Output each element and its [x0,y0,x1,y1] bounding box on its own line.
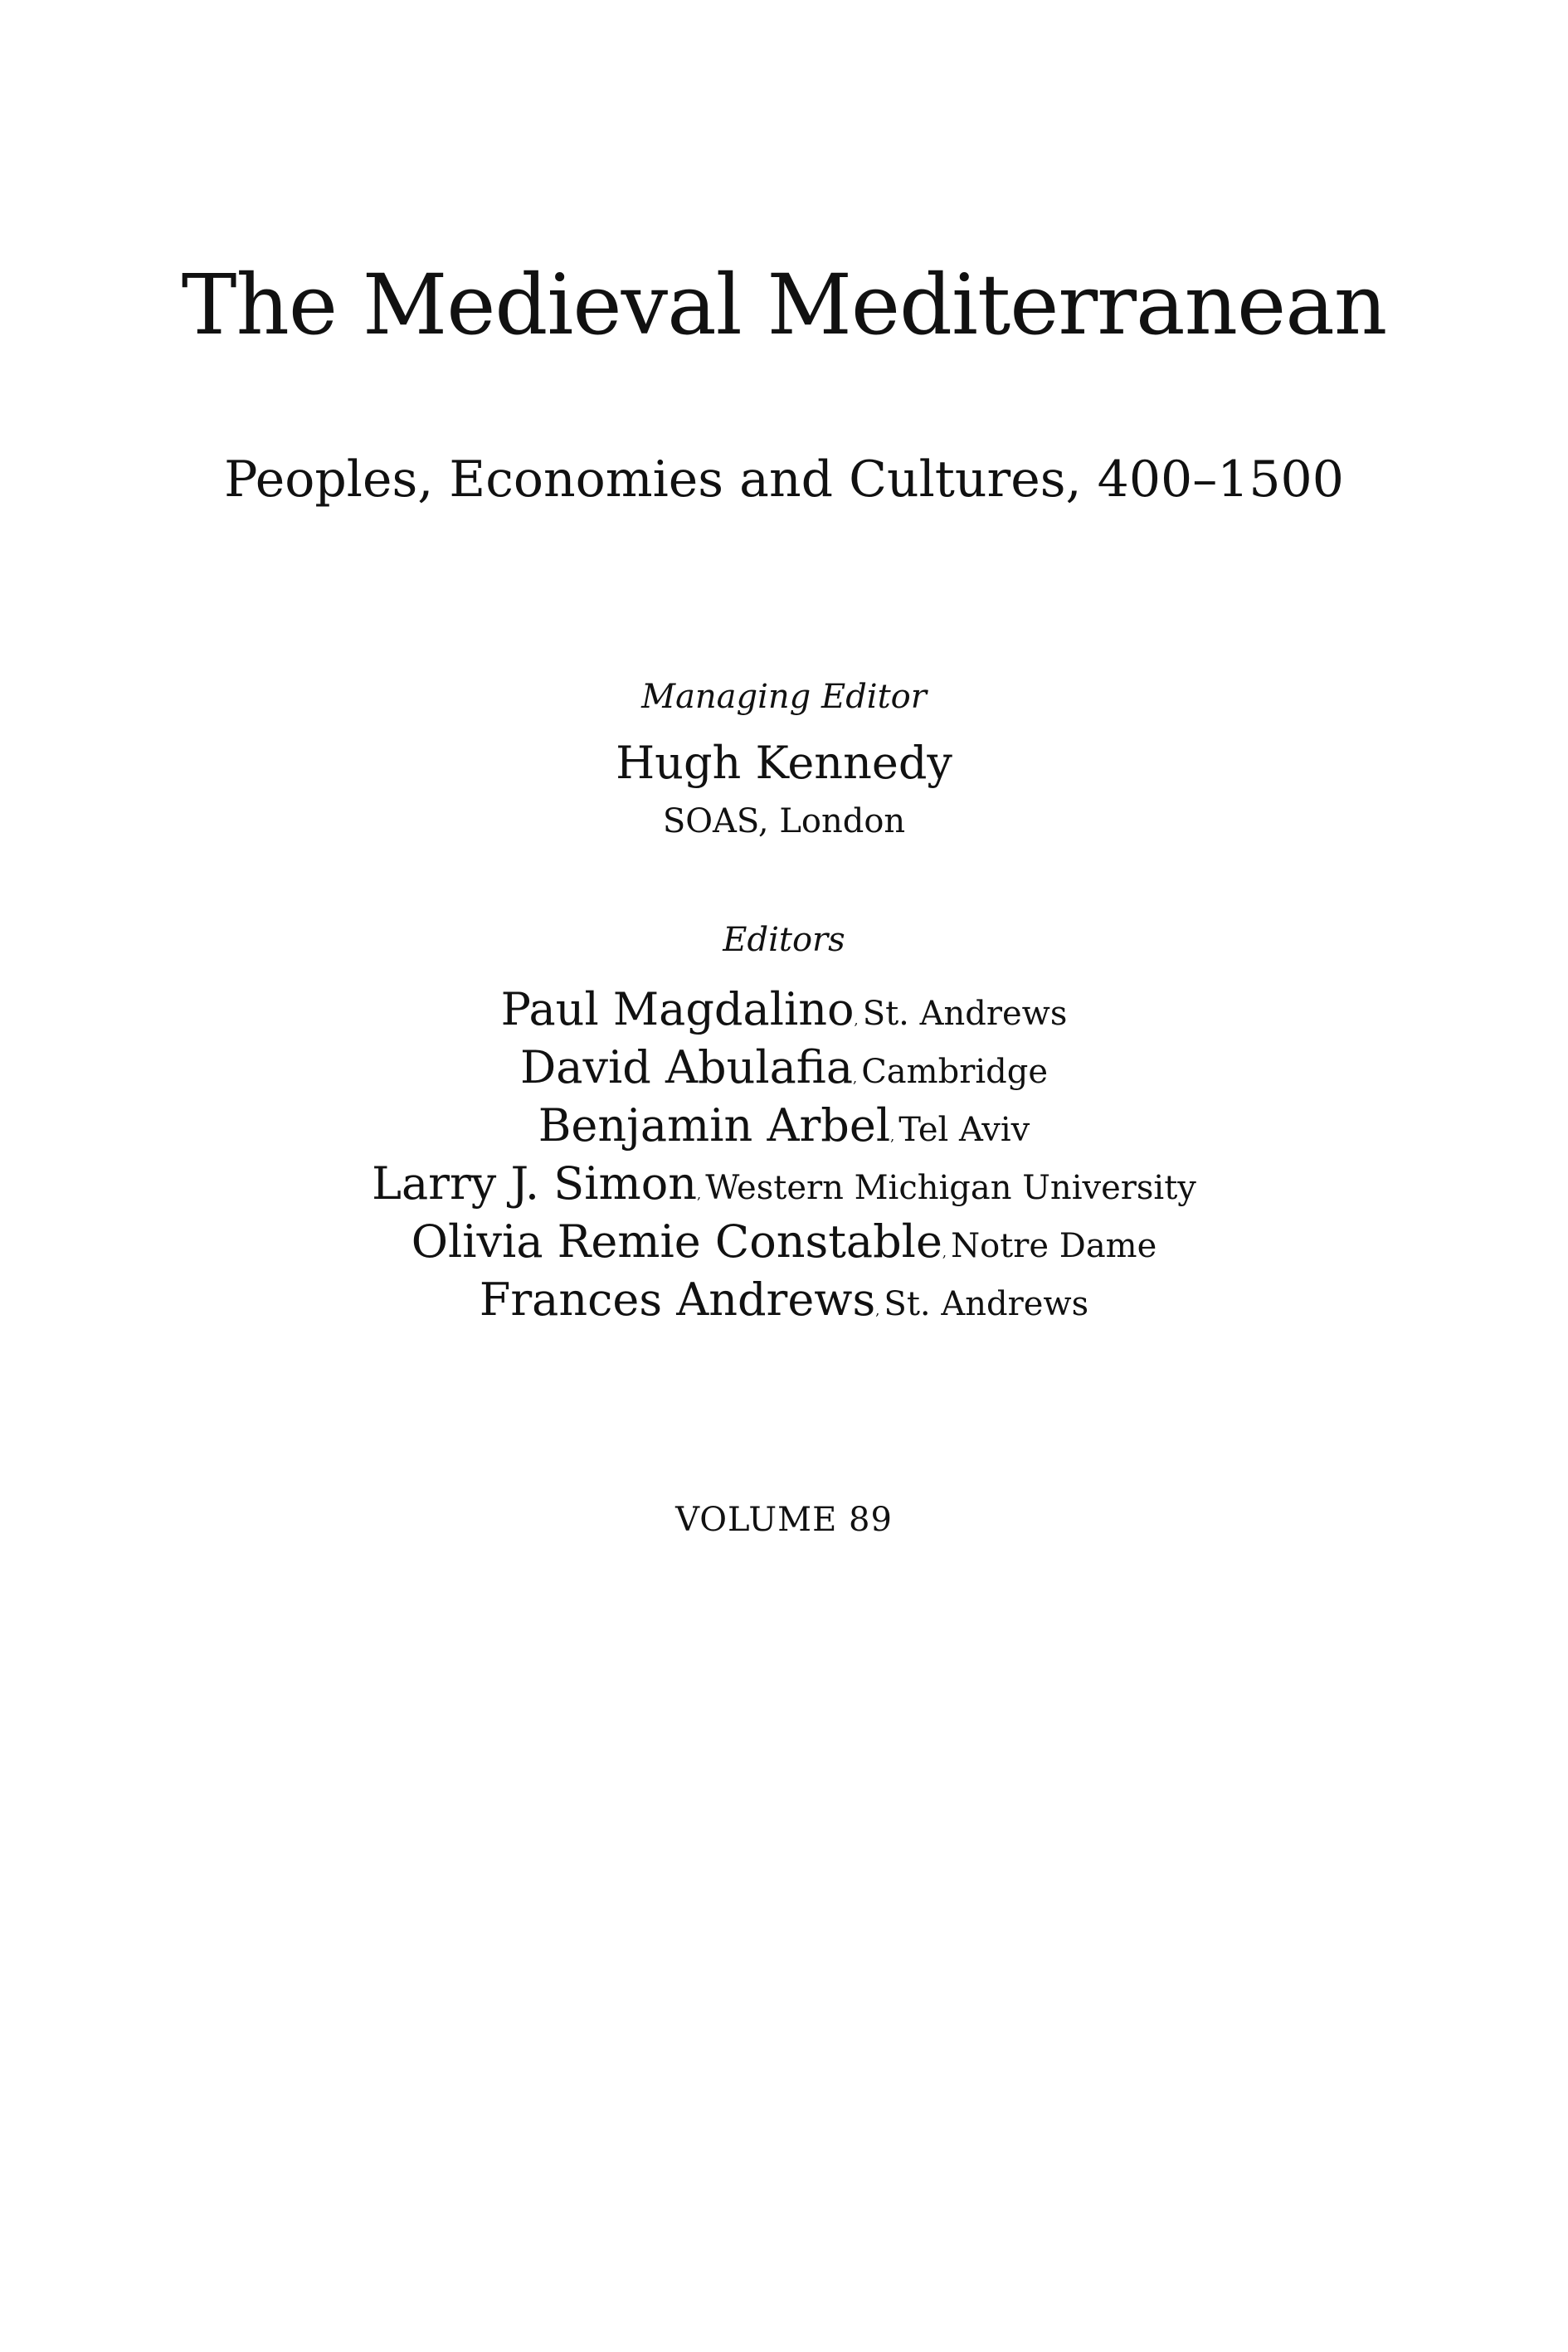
editor-name: Larry J. Simon [372,1157,698,1210]
series-title: The Medieval Mediterranean [181,256,1387,353]
editor-entry: David Abulafia, Cambridge [520,1041,1048,1093]
managing-editor-name: Hugh Kennedy [616,737,952,789]
editors-label: Editors [723,921,845,959]
managing-editor-label: Managing Editor [641,678,927,716]
editor-name: Paul Magdalino [500,983,855,1035]
volume-number: VOLUME 89 [675,1501,893,1539]
editor-affiliation: Cambridge [861,1053,1048,1091]
editor-name: Frances Andrews [479,1273,876,1326]
editor-affiliation: Notre Dame [951,1227,1157,1265]
editor-name: David Abulafia [520,1041,854,1093]
editor-entry: Frances Andrews, St. Andrews [479,1273,1089,1326]
editor-name: Benjamin Arbel [538,1099,891,1152]
editor-entry: Olivia Remie Constable, Notre Dame [411,1215,1157,1268]
editor-affiliation: Western Michigan University [705,1169,1196,1207]
editor-entry: Benjamin Arbel, Tel Aviv [538,1099,1030,1152]
editor-affiliation: Tel Aviv [898,1111,1030,1149]
editors-list [0,981,1568,1329]
managing-editor-affiliation: SOAS, London [662,802,906,840]
editor-entry: Paul Magdalino, St. Andrews [500,983,1068,1035]
editor-entry: Larry J. Simon, Western Michigan University [372,1157,1196,1210]
series-subtitle: Peoples, Economies and Cultures, 400–1500 [224,450,1344,509]
editor-affiliation: St. Andrews [884,1285,1089,1323]
editor-affiliation: St. Andrews [862,995,1068,1033]
editor-name: Olivia Remie Constable [411,1215,942,1268]
